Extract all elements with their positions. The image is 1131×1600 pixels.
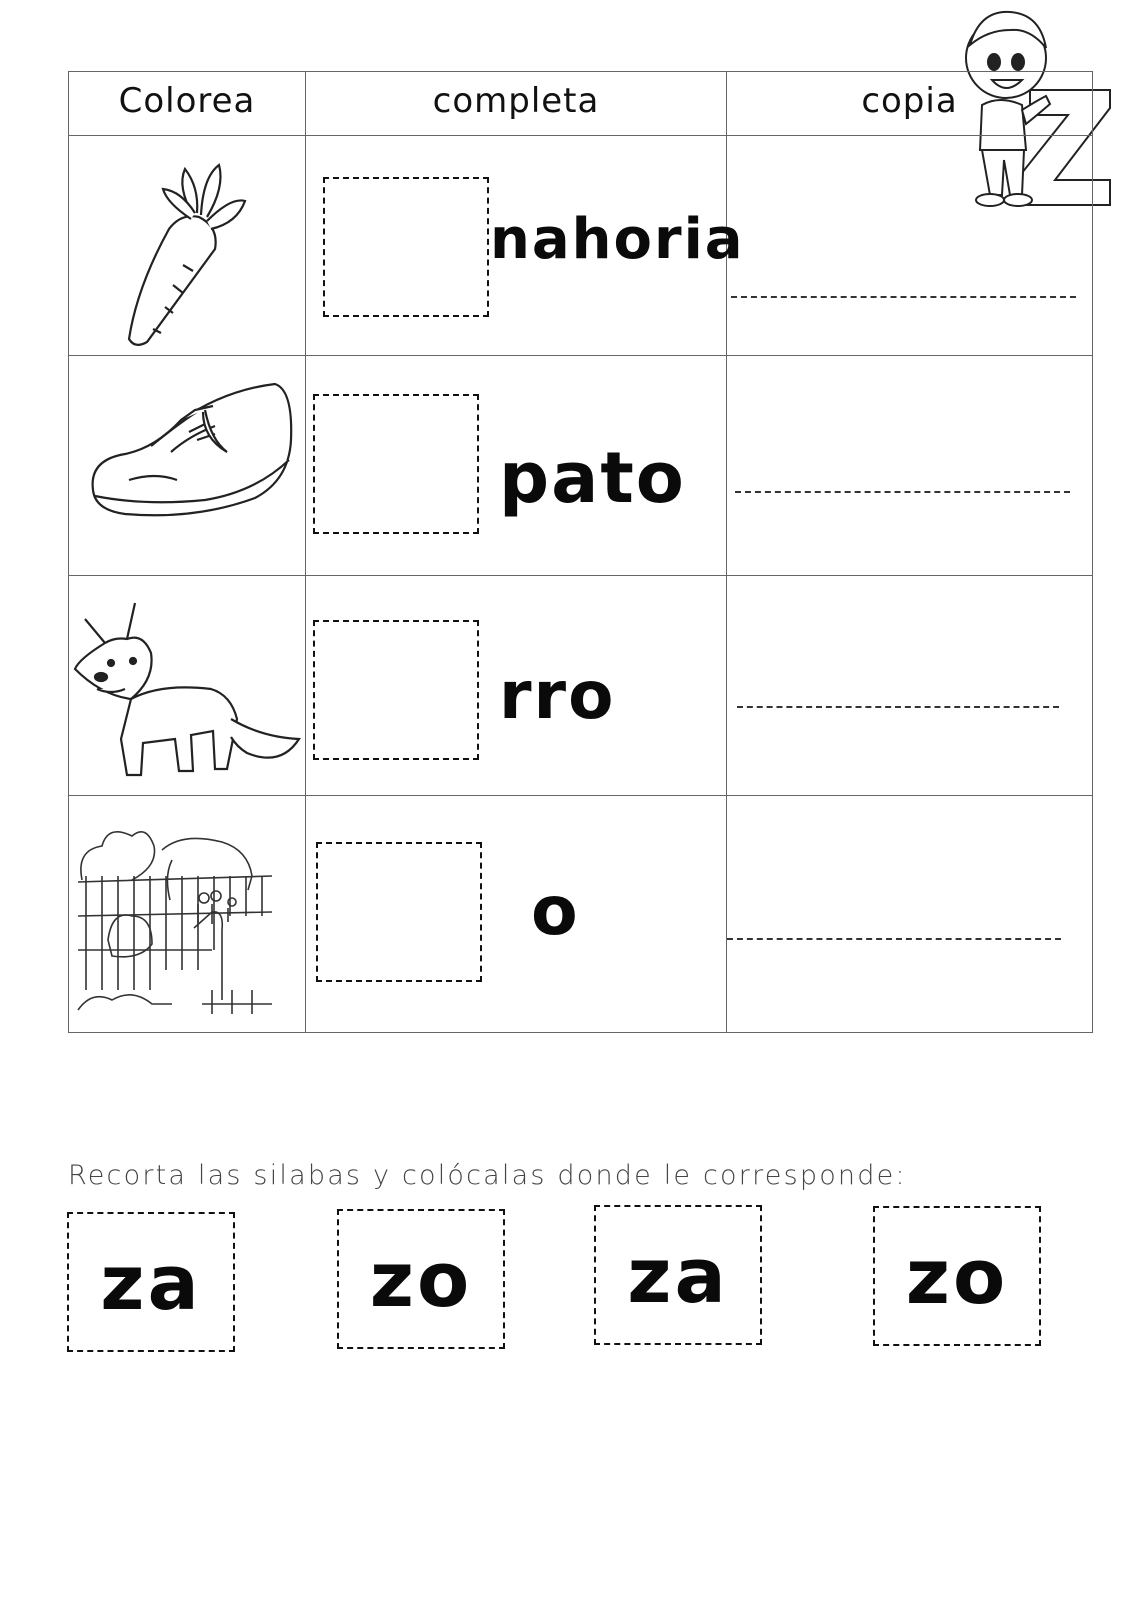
column-divider [305, 72, 306, 1032]
word-fragment: pato [499, 437, 686, 519]
syllable-card-za[interactable] [594, 1205, 762, 1345]
syllable-card-za[interactable] [67, 1212, 235, 1352]
shoe-drawing [85, 380, 295, 530]
zoo-drawing [72, 820, 280, 1016]
header-copia: copia [861, 81, 958, 121]
row-divider [69, 575, 1092, 576]
syllable-label: zo [369, 1234, 473, 1324]
worksheet-table [68, 71, 1093, 1033]
header-colorea: Colorea [118, 81, 256, 121]
copy-line[interactable] [731, 296, 1076, 298]
carrot-drawing [107, 157, 247, 352]
letter-blank-box[interactable] [313, 394, 479, 534]
row-divider [69, 795, 1092, 796]
syllable-card-zo[interactable] [873, 1206, 1041, 1346]
letter-blank-box[interactable] [316, 842, 482, 982]
copy-line[interactable] [737, 706, 1059, 708]
word-fragment: nahoria [490, 207, 745, 272]
fox-drawing [71, 599, 303, 784]
instruction-text: Recorta las silabas y colócalas donde le corresponde: [68, 1160, 907, 1191]
letter-blank-box[interactable] [313, 620, 479, 760]
word-fragment: rro [499, 657, 616, 734]
letter-blank-box[interactable] [323, 177, 489, 317]
row-divider [69, 355, 1092, 356]
copy-line[interactable] [727, 938, 1061, 940]
header-completa: completa [432, 81, 600, 121]
word-fragment: o [531, 872, 580, 951]
syllable-label: za [100, 1237, 202, 1327]
syllable-label: za [627, 1230, 729, 1320]
syllable-label: zo [905, 1231, 1009, 1321]
syllable-card-zo[interactable] [337, 1209, 505, 1349]
copy-line[interactable] [735, 491, 1070, 493]
